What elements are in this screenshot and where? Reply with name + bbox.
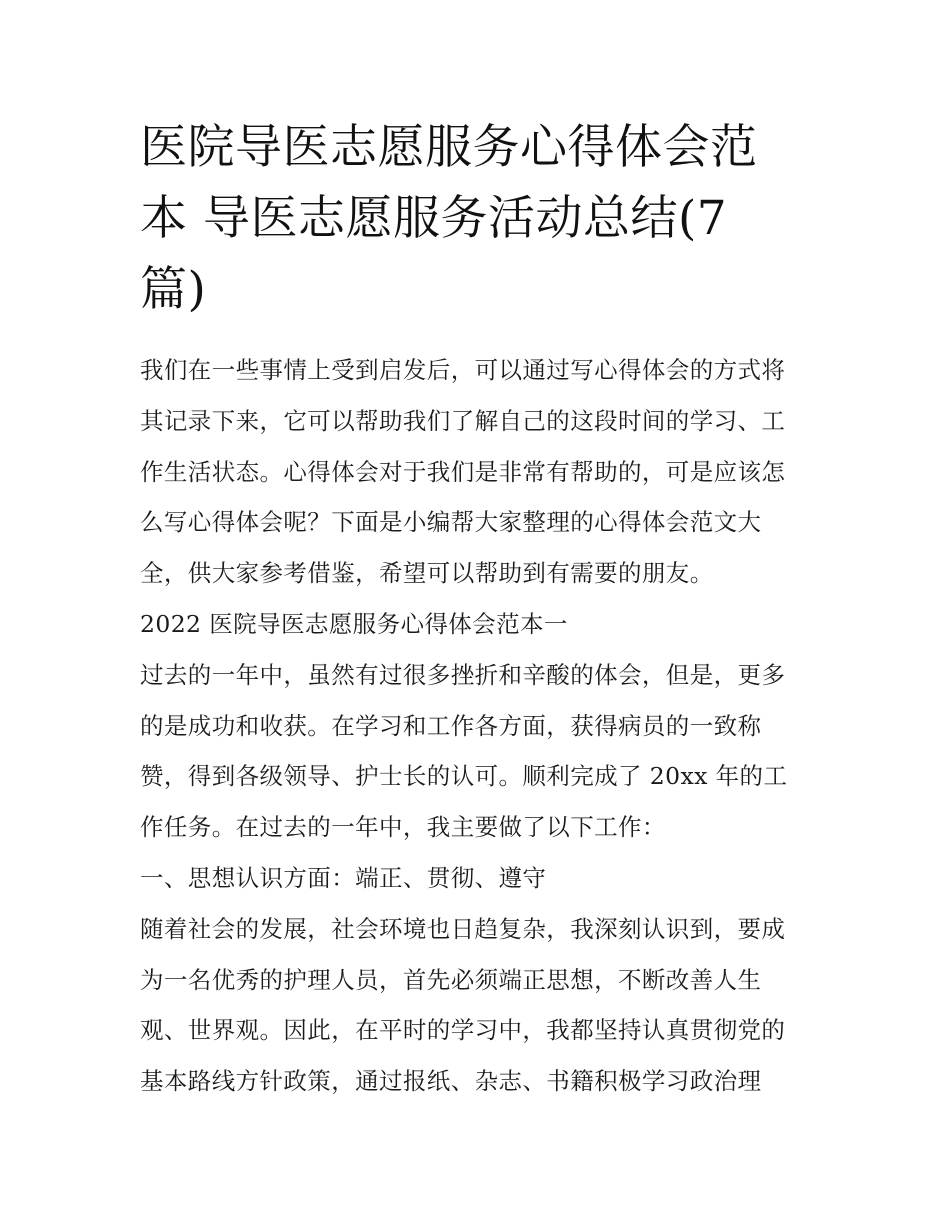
paragraph-line: 过去的一年中，虽然有过很多挫折和辛酸的体会，但是，更多 bbox=[140, 660, 786, 689]
title-line: 篇) bbox=[140, 262, 207, 317]
paragraph-line: 为一名优秀的护理人员，首先必须端正思想，不断改善人生 bbox=[140, 965, 762, 994]
paragraph-line: 随着社会的发展，社会环境也日趋复杂，我深刻认识到，要成 bbox=[140, 914, 786, 943]
paragraph-line: 作任务。在过去的一年中，我主要做了以下工作： bbox=[140, 813, 666, 842]
intro-line: 全，供大家参考借鉴，希望可以帮助到有需要的朋友。 bbox=[140, 559, 714, 588]
title-line: 本 导医志愿服务活动总结(7 bbox=[140, 191, 728, 246]
paragraph-line: 观、世界观。因此，在平时的学习中，我都坚持认真贯彻党的 bbox=[140, 1016, 786, 1045]
paragraph-line: 基本路线方针政策，通过报纸、杂志、书籍积极学习政治理 bbox=[140, 1067, 762, 1096]
subsection-heading: 一、思想认识方面：端正、贯彻、遵守 bbox=[140, 863, 547, 892]
intro-line: 我们在一些事情上受到启发后，可以通过写心得体会的方式将 bbox=[140, 356, 786, 384]
title-line: 医院导医志愿服务心得体会范 bbox=[140, 120, 758, 175]
paragraph-line: 的是成功和收获。在学习和工作各方面，获得病员的一致称 bbox=[140, 711, 762, 740]
intro-line: 么写心得体会呢？下面是小编帮大家整理的心得体会范文大 bbox=[140, 508, 762, 537]
document-page bbox=[140, 112, 816, 1107]
paragraph-line: 赞，得到各级领导、护士长的认可。顺利完成了 20xx 年的工 bbox=[140, 762, 788, 791]
document-title bbox=[140, 112, 816, 325]
document-body bbox=[140, 345, 816, 1107]
intro-line: 作生活状态。心得体会对于我们是非常有帮助的，可是应该怎 bbox=[140, 457, 786, 486]
intro-line: 其记录下来，它可以帮助我们了解自己的这段时间的学习、工 bbox=[140, 406, 786, 435]
section-heading: 2022 医院导医志愿服务心得体会范本一 bbox=[140, 609, 568, 638]
